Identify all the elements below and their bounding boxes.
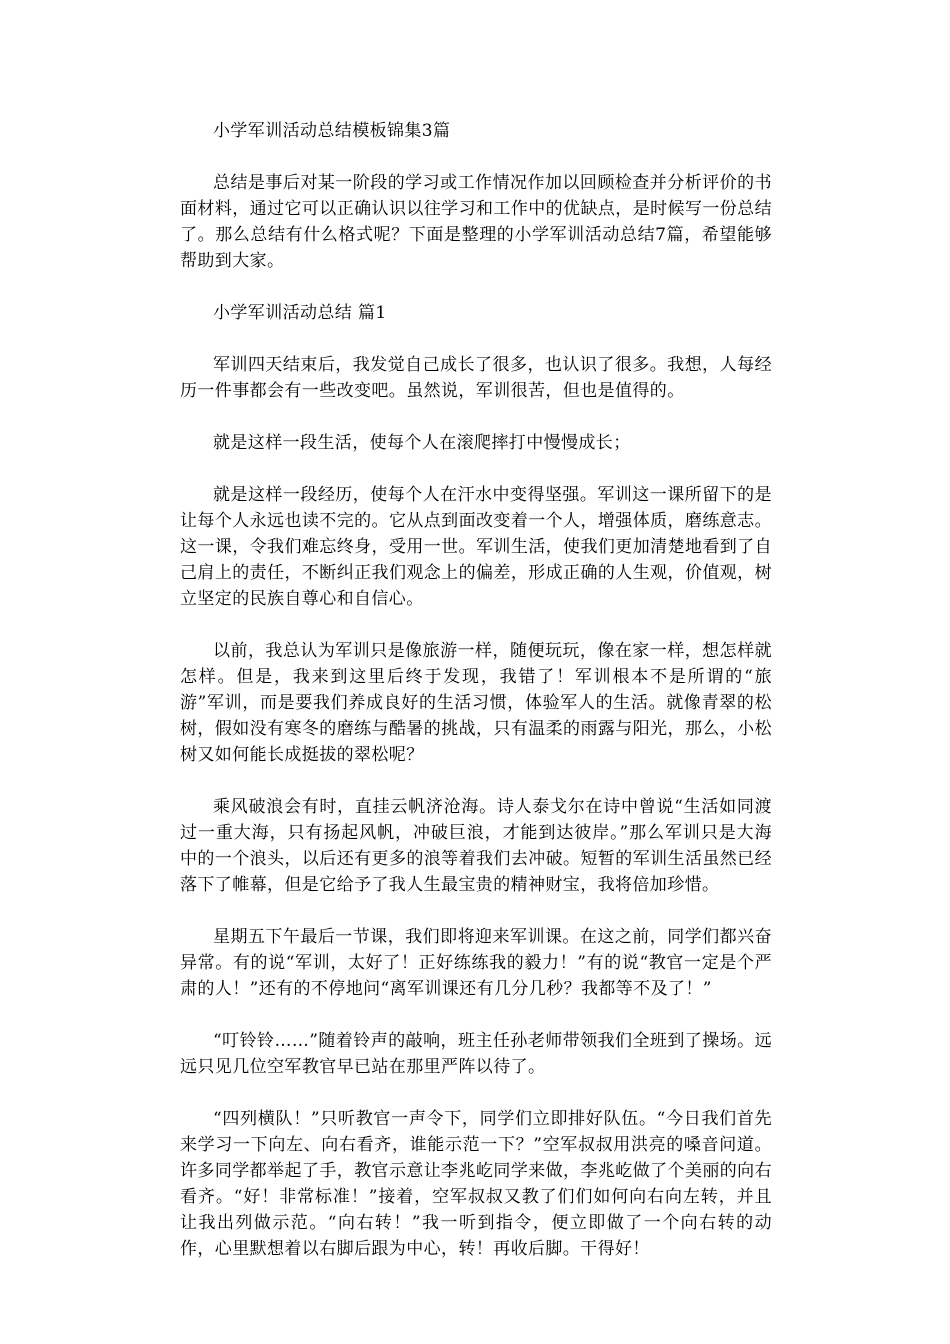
body-paragraph: 以前，我总认为军训只是像旅游一样，随便玩玩，像在家一样，想怎样就怎样。但是，我来到这里后终于发现，我错了！军训根本不是所谓的“旅游”军训，而是要我们养成良好的生活习惯，体验军人的生活。就像青翠的松树，假如没有寒冬的磨练与酷暑的挑战，只有温柔的雨露与阳光，那么，小松树又如何能长成挺拔的翠松呢？ <box>180 641 772 765</box>
body-paragraph: 就是这样一段生活，使每个人在滚爬摔打中慢慢成长； <box>213 433 631 453</box>
body-paragraph: “四列横队！”只听教官一声令下，同学们立即排好队伍。“今日我们首先来学习一下向左、向右看齐，谁能示范一下？”空军叔叔用洪亮的嗓音问道。许多同学都举起了手，教官示意让李兆屹同学来做，李兆屹做了个美丽的向右看齐。“好！非常标准！”接着，空军叔叔又教了们们如何向右向左转，并且让我出列做示范。“向右转！”我一听到指令，便立即做了一个向右转的动作，心里默想着以右脚后跟为中心，转！再收后脚。干得好！ <box>180 1109 772 1259</box>
intro-paragraph: 总结是事后对某一阶段的学习或工作情况作加以回顾检查并分析评价的书面材料，通过它可以正确认识以往学习和工作中的优缺点，是时候写一份总结了。那么总结有什么格式呢？下面是整理的小学军训活动总结7篇，希望能够帮助到大家。 <box>180 173 772 271</box>
body-paragraph: “叮铃铃……”随着铃声的敲响，班主任孙老师带领我们全班到了操场。远远只见几位空军教官早已站在那里严阵以待了。 <box>180 1031 772 1077</box>
body-paragraph: 乘风破浪会有时，直挂云帆济沧海。诗人泰戈尔在诗中曾说“生活如同渡过一重大海，只有扬起风帆，冲破巨浪，才能到达彼岸。”那么军训只是大海中的一个浪头，以后还有更多的浪等着我们去冲破。短暂的军训生活虽然已经落下了帷幕，但是它给予了我人生最宝贵的精神财宝，我将倍加珍惜。 <box>180 797 772 895</box>
document-page <box>180 118 772 1262</box>
body-paragraph: 星期五下午最后一节课，我们即将迎来军训课。在这之前，同学们都兴奋异常。有的说“军训，太好了！正好练练我的毅力！”有的说“教官一定是个严肃的人！”还有的不停地问“离军训课还有几分几秒？我都等不及了！” <box>180 927 772 999</box>
body-paragraph: 就是这样一段经历，使每个人在汗水中变得坚强。军训这一课所留下的是让每个人永远也读不完的。它从点到面改变着一个人，增强体质，磨练意志。这一课，令我们难忘终身，受用一世。军训生活，使我们更加清楚地看到了自己肩上的责任，不断纠正我们观念上的偏差，形成正确的人生观，价值观，树立坚定的民族自尊心和自信心。 <box>180 485 772 609</box>
body-paragraph: 军训四天结束后，我发觉自己成长了很多，也认识了很多。我想，人每经历一件事都会有一些改变吧。虽然说，军训很苦，但也是值得的。 <box>180 355 772 401</box>
document-title: 小学军训活动总结模板锦集3篇 <box>213 121 451 141</box>
section-heading: 小学军训活动总结 篇1 <box>213 303 387 323</box>
